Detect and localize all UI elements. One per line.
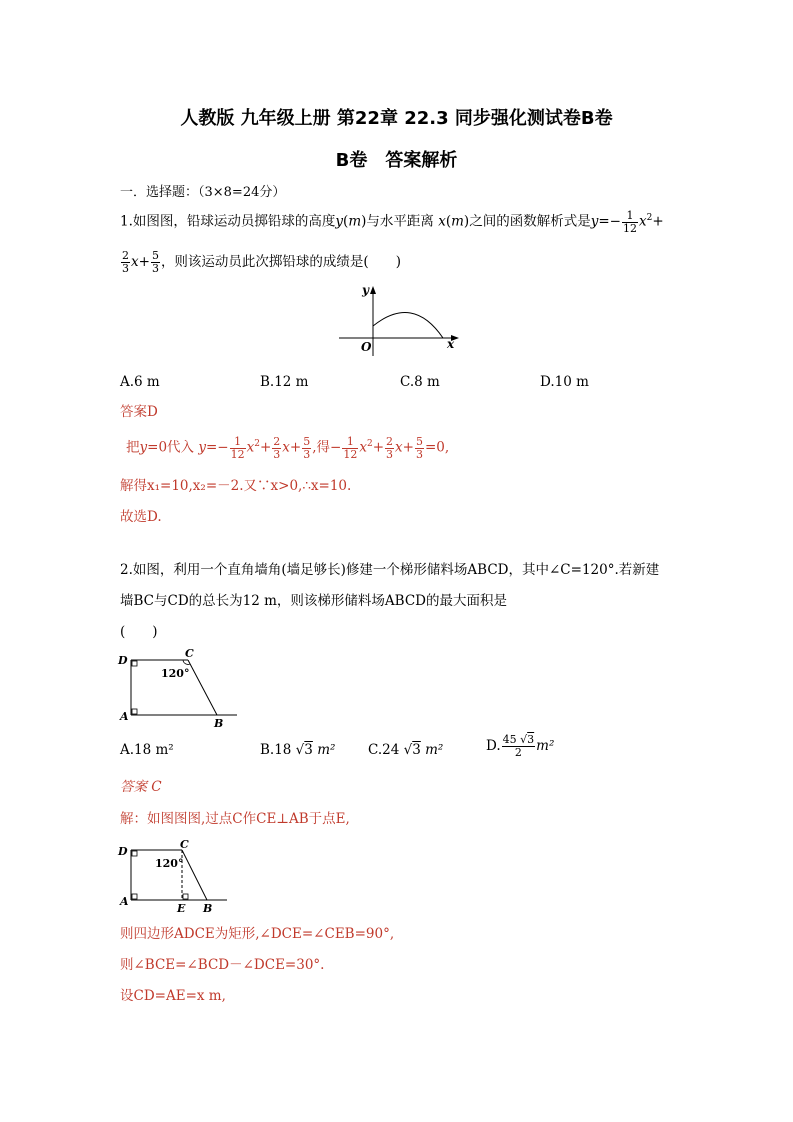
q1-stem-line1: 1.如图图，铅球运动员掷铅球的高度y(m)与水平距离 x(m)之间的函数解析式是y=− $\frac{1}{12}$ $x^2+$ (120, 208, 664, 235)
label-a: A (120, 710, 129, 723)
label-angle: 120° (161, 667, 190, 680)
q1-solution-line2: 解得x₁=10,x₂=－2.又∵x>0,∴x=10. (120, 478, 352, 494)
q2-answer: 答案 C (120, 779, 162, 795)
q2-stem-line3: ( ) (120, 624, 158, 640)
q1-option-d: D.10 m (540, 374, 589, 390)
label-c: C (185, 647, 194, 660)
q2-stem-line2: 墙BC与CD的总长为12 m，则该梯形储料场ABCD的最大面积是 (120, 593, 507, 609)
q2-solution-figure (115, 838, 235, 918)
q2-stem-line1: 2.如图，利用一个直角墙角(墙足够长)修建一个梯形储料场ABCD，其中∠C=120°.若新建 (120, 562, 660, 578)
q2-solution-line3: 则∠BCE=∠BCD－∠DCE=30°. (120, 957, 325, 973)
y-axis-label: y (362, 283, 369, 297)
section-heading: 一．选择题：（3×8=24分） (120, 185, 286, 200)
q1-parabola-figure (335, 280, 465, 360)
q2-option-b: B.18 √3 m² (260, 742, 336, 758)
label-e: E (177, 902, 186, 915)
q2-option-d: D. $\frac{45 √3}{2}$ m² (486, 733, 555, 759)
q2-option-a: A.18 m² (120, 742, 174, 758)
origin-label: O (361, 340, 372, 354)
label-d: D (118, 845, 128, 858)
q1-option-a: A.6 m (120, 374, 160, 390)
q2-solution-line1: 解：如图图图,过点C作CE⊥AB于点E, (120, 811, 350, 827)
label-b: B (203, 902, 213, 915)
page-title: 人教版 九年级上册 第22章 22.3 同步强化测试卷B卷 (180, 108, 613, 129)
label-a: A (120, 895, 129, 908)
label-c: C (180, 838, 189, 851)
q2-trapezoid-figure (115, 645, 245, 730)
label-b: B (214, 717, 224, 730)
q1-answer: 答案D (120, 404, 158, 420)
q2-solution-line2: 则四边形ADCE为矩形,∠DCE=∠CEB=90°, (120, 926, 395, 942)
q1-option-c: C.8 m (400, 374, 440, 390)
q2-solution-line4: 设CD=AE=x m, (120, 988, 226, 1004)
q1-solution-line1: 把y=0代入 y=− $\frac{1}{12}$ $x^2+$ $\frac{2}{3}$ x+ $\frac{5}{3}$ ,得− $\frac{1}{12}$ $x^2+$ $\frac{2}{3}$ x+ $\frac{5}{3}$ =0, (126, 434, 450, 461)
q1-solution-line3: 故选D. (120, 509, 162, 525)
q1-option-b: B.12 m (260, 374, 309, 390)
page-subtitle: B卷 答案解析 (335, 150, 458, 171)
label-angle: 120° (155, 857, 184, 870)
label-d: D (118, 654, 128, 667)
q2-option-c: C.24 √3 m² (368, 742, 444, 758)
x-axis-label: x (447, 337, 455, 351)
q1-stem-line2: $\frac{2}{3}$ x+ $\frac{5}{3}$ ，则该运动员此次掷铅球的成绩是( ) (122, 249, 401, 275)
